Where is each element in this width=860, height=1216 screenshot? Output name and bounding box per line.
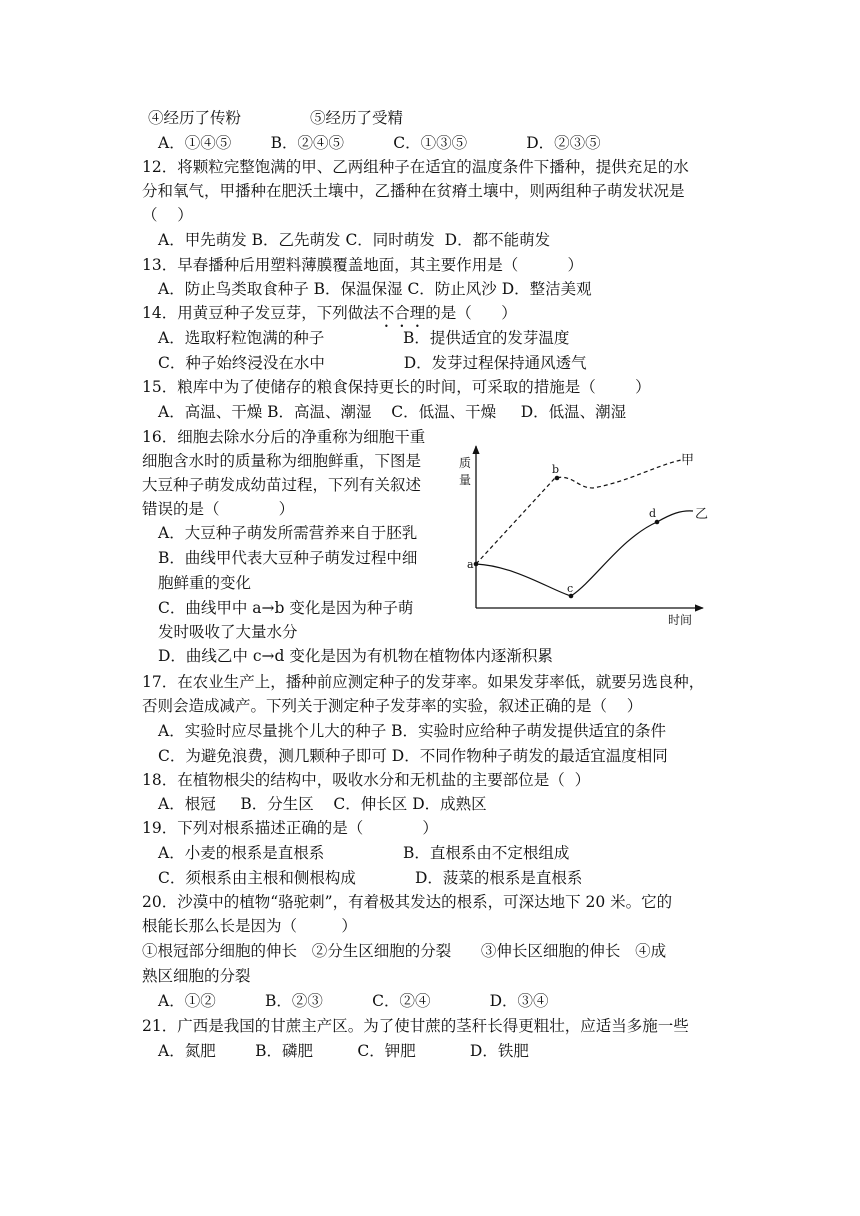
question-16-option-d: D．曲线乙中 c→d 变化是因为有机物在植物体内逐渐积累	[158, 647, 553, 665]
question-12-blank: （ ）	[142, 206, 193, 224]
point-b-label: b	[552, 463, 560, 476]
x-axis-label: 时间	[668, 613, 693, 627]
question-20: 20．沙漠中的植物“骆驼刺”，有着极其发达的根系，可深达地下 20 米。它的	[142, 893, 673, 911]
question-20-options: A．①② B．②③ C．②④ D．③④	[158, 992, 549, 1010]
question-17-cont: 否则会造成减产。下列关于测定种子发芽率的实验，叙述正确的是（ ）	[142, 697, 643, 715]
emphasis-text: 不合理	[378, 304, 426, 322]
y-axis-label-2: 量	[459, 473, 472, 487]
question-19-options: A．小麦的根系是直根系 B．直根系由不定根组成	[158, 844, 570, 862]
question-19-options: C．须根系由主根和侧根构成 D．菠菜的根系是直根系	[158, 869, 583, 887]
question-21: 21．广西是我国的甘蔗主产区。为了使甘蔗的茎秆长得更粗壮，应适当多施一些	[142, 1017, 689, 1035]
question-21-options: A．氮肥 B．磷肥 C．钾肥 D．铁肥	[158, 1042, 529, 1060]
question-16-cont: 细胞含水时的质量称为细胞鲜重，下图是	[142, 452, 422, 470]
point-d-label: d	[649, 507, 657, 520]
question-12-options: A．甲先萌发 B．乙先萌发 C．同时萌发 D．都不能萌发	[158, 231, 551, 249]
question-15-options: A．高温、干燥 B．高温、潮湿 C．低温、干燥 D．低温、潮湿	[158, 403, 627, 421]
question-14-options: C．种子始终浸没在水中 D．发芽过程保持通风透气	[158, 354, 587, 372]
question-16-option-a: A．大豆种子萌发所需营养来自于胚乳	[158, 524, 418, 542]
point-c-label: c	[567, 582, 574, 595]
question-18-options: A．根冠 B．分生区 C．伸长区 D．成熟区	[158, 795, 487, 813]
option-line: ④经历了传粉 ⑤经历了受精	[148, 109, 403, 127]
question-16-option-b: B．曲线甲代表大豆种子萌发过程中细	[158, 549, 418, 567]
question-14-options: A．选取籽粒饱满的种子 B．提供适宜的发芽温度	[158, 329, 570, 347]
point-b	[555, 476, 560, 481]
question-16-cont: 错误的是（ ）	[142, 500, 295, 518]
question-12-cont: 分和氧气，甲播种在肥沃土壤中，乙播种在贫瘠土壤中，则两组种子萌发状况是	[142, 182, 685, 200]
question-14-tail: 的是（ ）	[425, 304, 517, 322]
series-乙-line	[476, 511, 693, 596]
question-18: 18．在植物根尖的结构中，吸收水分和无机盐的主要部位是（ ）	[142, 771, 591, 789]
question-17-options: C．为避免浪费，测几颗种子即可 D．不同作物种子萌发的最适宜温度相同	[158, 747, 668, 765]
question-17-options: A．实验时应尽量挑个儿大的种子 B．实验时应给种子萌发提供适宜的条件	[158, 722, 667, 740]
question-16: 16．细胞去除水分后的净重称为细胞干重	[142, 428, 426, 446]
question-17: 17．在农业生产上，播种前应测定种子的发芽率。如果发芽率低，就要另选良种，	[142, 673, 705, 691]
question-19: 19．下列对根系描述正确的是（ ）	[142, 819, 438, 837]
question-16-option-c-cont: 发时吸收了大量水分	[158, 623, 298, 641]
mass-time-chart	[455, 440, 715, 632]
question-16-cont: 大豆种子萌发成幼苗过程，下列有关叙述	[142, 476, 422, 494]
series-甲-label: 甲	[681, 453, 695, 468]
question-20-statements-cont: 熟区细胞的分裂	[142, 967, 251, 985]
point-a	[474, 562, 479, 567]
question-16-option-b-cont: 胞鲜重的变化	[158, 574, 252, 592]
question-13: 13．早春播种后用塑料薄膜覆盖地面，其主要作用是（ ）	[142, 256, 583, 274]
question-14-text: 14．用黄豆种子发豆芽，下列做法	[142, 304, 379, 322]
question-20-cont: 根能长那么长是因为（ ）	[142, 917, 357, 935]
point-a-label: a	[467, 558, 474, 571]
question-15: 15．粮库中为了使储存的粮食保持更长的时间，可采取的措施是（ ）	[142, 378, 651, 396]
question-13-options: A．防止鸟类取食种子 B．保温保湿 C．防止风沙 D．整洁美观	[158, 280, 592, 298]
point-d	[655, 520, 660, 525]
question-12: 12．将颗粒完整饱满的甲、乙两组种子在适宜的温度条件下播种，提供充足的水	[142, 158, 689, 176]
series-乙-label: 乙	[695, 507, 709, 522]
question-16-option-c: C．曲线甲中 a→b 变化是因为种子萌	[158, 599, 414, 617]
question-20-statements: ①根冠部分细胞的伸长 ②分生区细胞的分裂 ③伸长区细胞的伸长 ④成	[142, 942, 667, 960]
answer-options: A．①④⑤ B．②④⑤ C．①③⑤ D．②③⑤	[158, 134, 601, 152]
y-axis-label-1: 质	[459, 456, 472, 470]
